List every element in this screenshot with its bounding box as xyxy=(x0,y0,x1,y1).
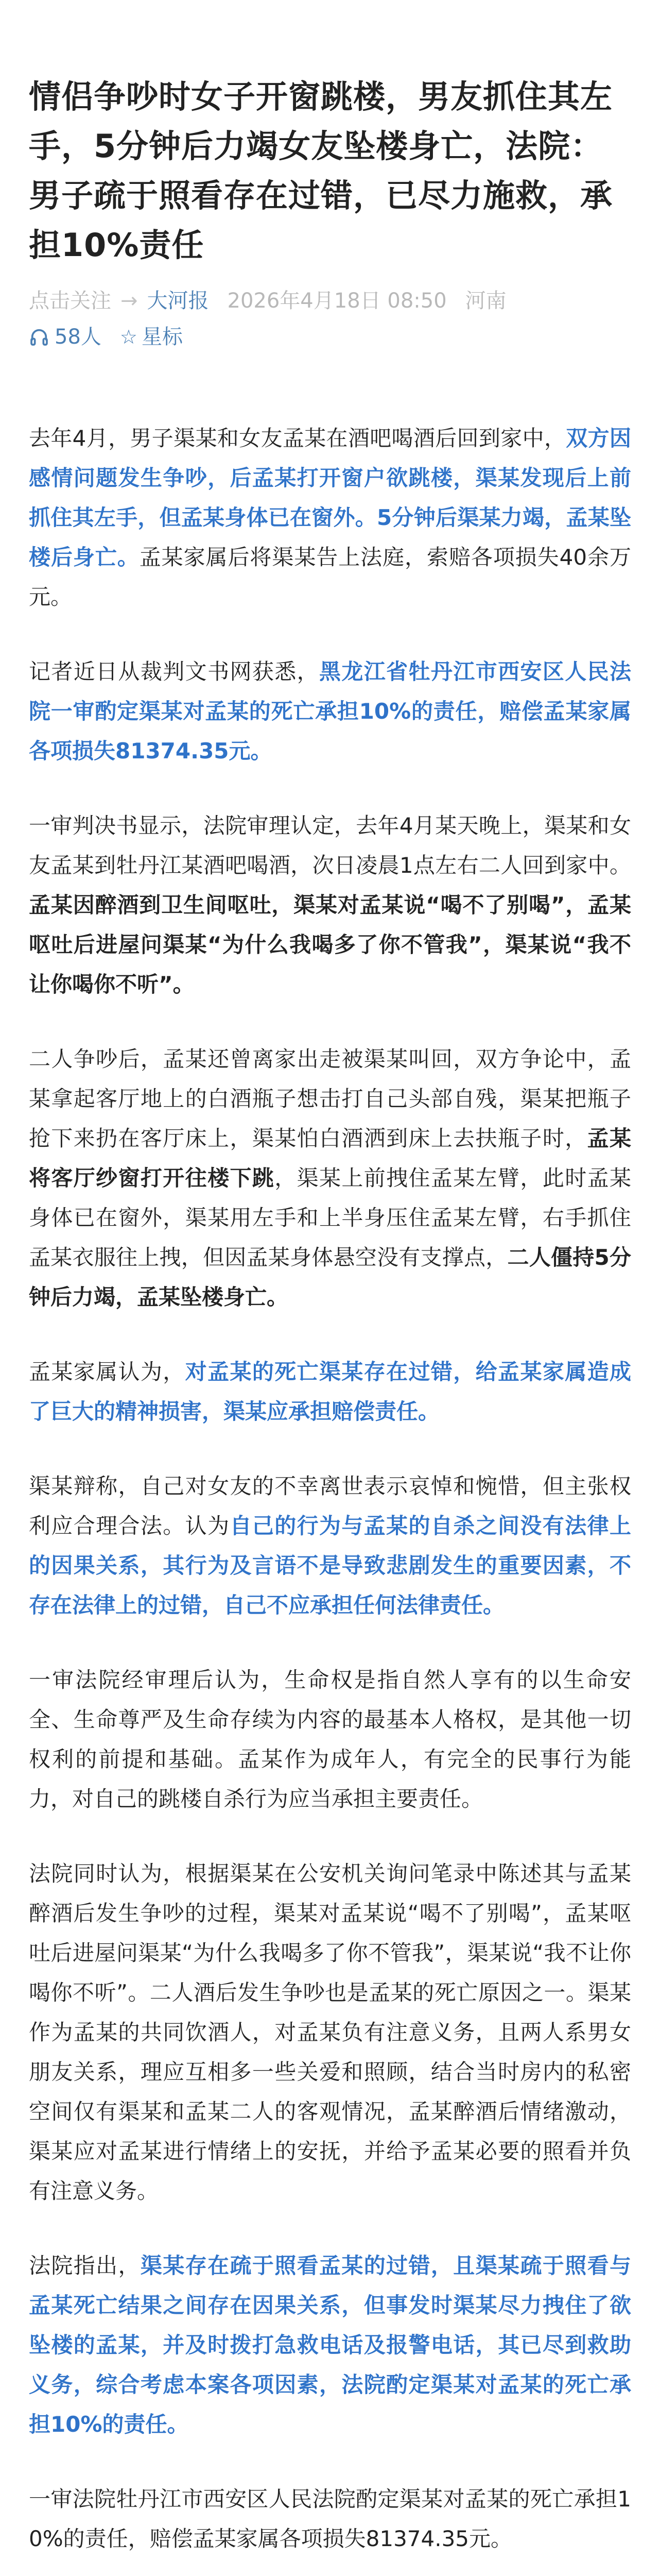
follow-link[interactable]: 点击关注 xyxy=(29,289,111,313)
article-paragraph xyxy=(29,652,631,771)
highlighted-text: 渠某存在疏于照看孟某的过错，且渠某疏于照看与孟某死亡结果之间存在因果关系，但事发时渠某尽力拽住了欲坠楼的孟某，并及时拨打急救电话及报警电话，其已尽到救助义务，综合考虑本案各项因素，法院酌定渠某对孟某的死亡承担10%的责任。 xyxy=(29,2253,631,2437)
body-text: 孟某家属认为， xyxy=(29,1359,185,1384)
article-paragraph xyxy=(29,1660,631,1819)
body-text: 孟某家属后将渠某告上法庭，索赔各项损失40余万元。 xyxy=(29,545,631,609)
author-link[interactable]: 大河报 xyxy=(147,289,209,313)
body-text: 一审法院牡丹江市西安区人民法院酌定渠某对孟某的死亡承担10%的责任，赔偿孟某家属各项损失81374.35元。 xyxy=(29,2486,631,2551)
body-text: 记者近日从裁判文书网获悉， xyxy=(29,659,319,684)
article-paragraph xyxy=(29,1466,631,1625)
article-paragraph xyxy=(29,806,631,1004)
body-text: 二人争吵后，孟某还曾离家出走被渠某叫回，双方争论中，孟某拿起客厅地上的白酒瓶子想击打自己头部自残，渠某把瓶子抢下来扔在客厅床上，渠某怕白酒洒到床上去扶瓶子时， xyxy=(29,1046,631,1151)
publish-location: 河南 xyxy=(465,289,507,313)
article-body xyxy=(29,418,631,2558)
body-text: 法院指出， xyxy=(29,2253,141,2278)
star-icon[interactable]: ☆ xyxy=(119,326,137,348)
body-text: 一审判决书显示，法院审理认定，去年4月某天晚上，渠某和女友孟某到牡丹江某酒吧喝酒，次日凌晨1点左右二人回到家中。 xyxy=(29,813,631,878)
star-label[interactable]: 星标 xyxy=(141,325,183,349)
article-meta xyxy=(29,286,631,315)
arrow-icon: → xyxy=(120,289,138,313)
body-text: 去年4月，男子渠某和女友孟某在酒吧喝酒后回到家中， xyxy=(29,426,566,451)
article-paragraph xyxy=(29,2246,631,2444)
highlighted-text: 自己的行为与孟某的自杀之间没有法律上的因果关系，其行为及言语不是导致悲剧发生的重要因素，不存在法律上的过错，自己不应承担任何法律责任。 xyxy=(29,1513,631,1618)
article-paragraph xyxy=(29,1039,631,1317)
article-paragraph xyxy=(29,418,631,617)
body-text: ，渠某上前拽住孟某左臂，此时孟某身体已在窗外，渠某用左手和上半身压住孟某左臂，右手抓住孟某衣服往上拽，但因孟某身体悬空没有支撑点， xyxy=(29,1165,631,1270)
article-stats xyxy=(29,323,631,351)
bold-text: 孟某因醉酒到卫生间呕吐，渠某对孟某说“喝不了别喝”，孟某呕吐后进屋问渠某“为什么我喝多了你不管我”，渠某说“我不让你喝你不听”。 xyxy=(29,892,631,997)
article-paragraph xyxy=(29,2479,631,2558)
bold-text: 二人僵持5分钟后力竭，孟某坠楼身亡。 xyxy=(29,1245,631,1310)
highlighted-text: 黑龙江省牡丹江市西安区人民法院一审酌定渠某对孟某的死亡承担10%的责任，赔偿孟某家属各项损失81374.35元。 xyxy=(29,659,631,764)
bold-text: 孟某将客厅纱窗打开往楼下跳 xyxy=(29,1126,631,1191)
publish-date: 2026年4月18日 08:50 xyxy=(227,289,447,313)
article-paragraph xyxy=(29,1352,631,1431)
body-text: 法院同时认为，根据渠某在公安机关询问笔录中陈述其与孟某醉酒后发生争吵的过程，渠某对孟某说“喝不了别喝”，孟某呕吐后进屋问渠某“为什么我喝多了你不管我”，渠某说“我不让你喝你不听”。二人酒后发生争吵也是孟某的死亡原因之一。渠某作为孟某的共同饮酒人，对孟某负有注意义务，且两人系男女朋友关系，理应互相多一些关爱和照顾，结合当时房内的私密空间仅有渠某和孟某二人的客观情况，孟某醉酒后情绪激动，渠某应对孟某进行情绪上的安抚，并给予孟某必要的照看并负有注意义务。 xyxy=(29,1861,631,2204)
article-title: 情侣争吵时女子开窗跳楼，男友抓住其左手，5分钟后力竭女友坠楼身亡，法院：男子疏于照看存在过错，已尽力施救，承担10%责任 xyxy=(29,78,613,264)
body-text: 一审法院经审理后认为，生命权是指自然人享有的以生命安全、生命尊严及生命存续为内容的最基本人格权，是其他一切权利的前提和基础。孟某作为成年人，有完全的民事行为能力，对自己的跳楼自杀行为应当承担主要责任。 xyxy=(29,1667,631,1811)
body-text: 渠某辩称，自己对女友的不幸离世表示哀悼和惋惜，但主张权利应合理合法。认为 xyxy=(29,1473,631,1538)
highlighted-text: 对孟某的死亡渠某存在过错，给孟某家属造成了巨大的精神损害，渠某应承担赔偿责任。 xyxy=(29,1359,631,1424)
listener-count: 58人 xyxy=(55,325,101,349)
headphones-icon[interactable] xyxy=(29,327,49,347)
article-paragraph xyxy=(29,1854,631,2211)
highlighted-text: 双方因感情问题发生争吵，后孟某打开窗户欲跳楼，渠某发现后上前抓住其左手，但孟某身体已在窗外。5分钟后渠某力竭，孟某坠楼后身亡。 xyxy=(29,426,631,570)
